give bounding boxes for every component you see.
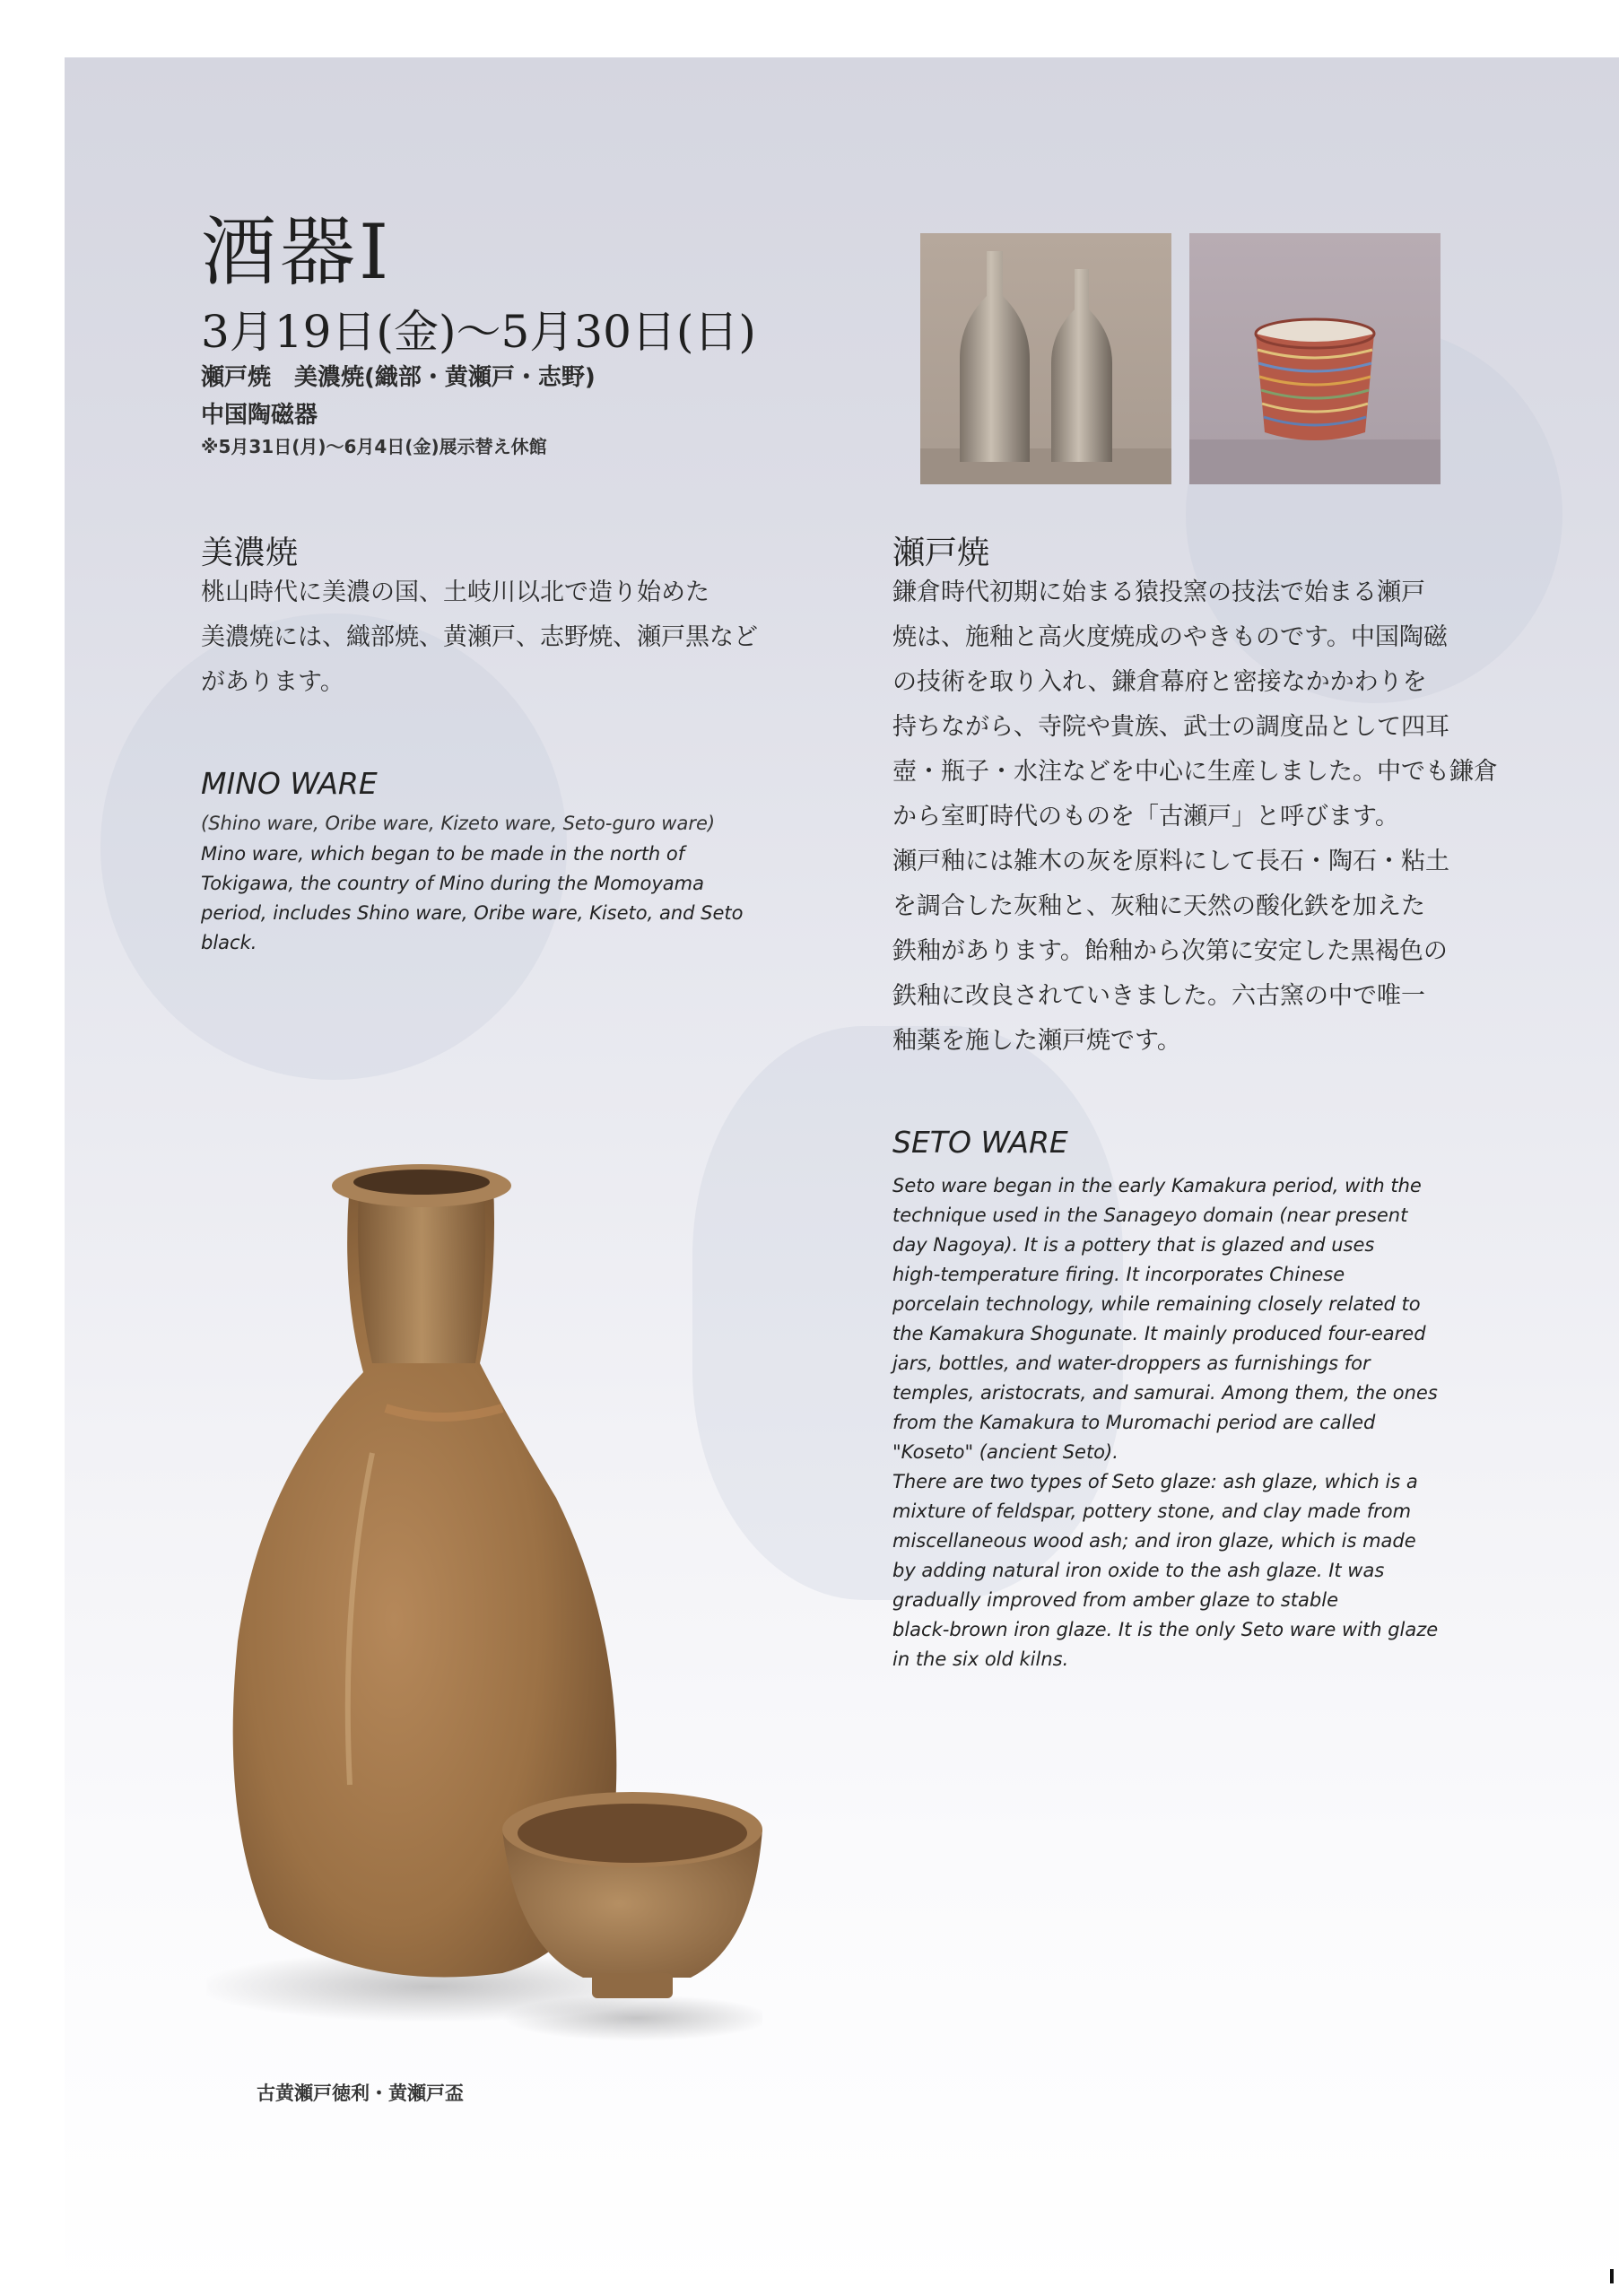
mino-heading-jp: 美濃焼	[201, 535, 299, 571]
mino-body-jp-line: があります。	[201, 668, 344, 696]
seto-body-en-line: from the Kamakura to Muromachi period are called	[892, 1412, 1376, 1433]
mino-body-en-line: Tokigawa, the country of Mino during the Momoyama	[201, 873, 704, 894]
seto-body-en-line: the Kamakura Shogunate. It mainly produced four-eared	[892, 1323, 1426, 1344]
seto-body-jp-line: 鉄釉があります。飴釉から次第に安定した黒褐色の	[892, 937, 1448, 965]
page-title: 酒器Ⅰ	[201, 208, 393, 296]
seto-body-en-line: in the six old kilns.	[892, 1648, 1069, 1670]
seto-body-jp-line: を調合した灰釉と、灰釉に天然の酸化鉄を加えた	[892, 892, 1425, 920]
photo-seto-bottles	[920, 233, 1171, 484]
mino-body-jp-line: 桃山時代に美濃の国、土岐川以北で造り始めた	[201, 578, 709, 606]
mino-body-jp-line: 美濃焼には、織部焼、黄瀬戸、志野焼、瀬戸黒など	[201, 623, 758, 651]
seto-body-jp-line: 鎌倉時代初期に始まる猿投窯の技法で始まる瀬戸	[892, 578, 1425, 606]
seto-body-en-line: There are two types of Seto glaze: ash glaze, which is a	[892, 1471, 1418, 1492]
seto-body-en-line: "Koseto" (ancient Seto).	[892, 1441, 1119, 1463]
seto-body-en-line: by adding natural iron oxide to the ash glaze. It was	[892, 1560, 1385, 1581]
seto-body-en-line: miscellaneous wood ash; and iron glaze, which is made	[892, 1530, 1416, 1552]
mino-body-en-line: black.	[201, 932, 257, 953]
category-line-2: 中国陶磁器	[201, 402, 318, 429]
seto-body-en-line: technique used in the Sanageyo domain (near present	[892, 1205, 1408, 1226]
mino-subtitle-en: (Shino ware, Oribe ware, Kizeto ware, Seto-guro ware)	[201, 813, 716, 834]
flask-and-cup-illustration	[206, 1139, 762, 2054]
seto-body-jp-line: から室町時代のものを「古瀬戸」と呼びます。	[892, 803, 1399, 831]
seto-body-jp-line: 焼は、施釉と高火度焼成のやきものです。中国陶磁	[892, 623, 1448, 651]
seto-body-jp-line: の技術を取り入れ、鎌倉幕府と密接なかかわりを	[892, 668, 1427, 696]
seto-body-en-line: porcelain technology, while remaining closely related to	[892, 1293, 1421, 1315]
mino-body-en-line: period, includes Shino ware, Oribe ware, Kiseto, and Seto	[201, 902, 744, 924]
seto-body-en-line: high-temperature firing. It incorporates Chinese	[892, 1264, 1345, 1285]
page-edge-mark	[1610, 2269, 1614, 2283]
bottles-illustration	[920, 233, 1171, 484]
seto-body-en-line: gradually improved from amber glaze to stable	[892, 1589, 1338, 1611]
seto-body-en-line: day Nagoya). It is a pottery that is glazed and uses	[892, 1234, 1375, 1256]
seto-heading-jp: 瀬戸焼	[892, 535, 990, 571]
category-line: 瀬戸焼 美濃焼(織部・黄瀬戸・志野)	[201, 364, 596, 391]
photo-seto-cup	[1189, 233, 1441, 484]
mino-heading-en: MINO WARE	[201, 766, 378, 801]
seto-body-jp-line: 瀬戸釉には雑木の灰を原料にして長石・陶石・粘土	[892, 848, 1449, 875]
exhibition-dates: 3月19日(金)～5月30日(日)	[201, 306, 756, 358]
seto-body-en-line: mixture of feldspar, pottery stone, and clay made from	[892, 1500, 1412, 1522]
closure-note: ※5月31日(月)～6月4日(金)展示替え休館	[201, 436, 547, 457]
seto-body-jp-line: 釉薬を施した瀬戸焼です。	[892, 1027, 1181, 1055]
seto-body-en-line: black-brown iron glaze. It is the only Seto ware with glaze	[892, 1619, 1439, 1640]
photo-caption: 古黄瀬戸徳利・黄瀬戸盃	[257, 2083, 464, 2104]
seto-body-jp-line: 持ちながら、寺院や貴族、武士の調度品として四耳	[892, 713, 1449, 741]
seto-body-en-line: jars, bottles, and water-droppers as furnishings for	[892, 1352, 1371, 1374]
seto-body-en-line: Seto ware began in the early Kamakura period, with the	[892, 1175, 1422, 1196]
photo-kiseto-flask-and-cup	[206, 1139, 762, 2057]
seto-body-jp-line: 鉄釉に改良されていきました。六古窯の中で唯一	[892, 982, 1425, 1010]
seto-heading-en: SETO WARE	[892, 1125, 1068, 1160]
seto-body-jp-line: 壺・瓶子・水注などを中心に生産しました。中でも鎌倉	[892, 758, 1498, 786]
seto-body-en-line: temples, aristocrats, and samurai. Among them, the ones	[892, 1382, 1438, 1404]
mino-body-en-line: Mino ware, which began to be made in the north of	[201, 843, 685, 865]
striped-cup-illustration	[1189, 233, 1441, 484]
